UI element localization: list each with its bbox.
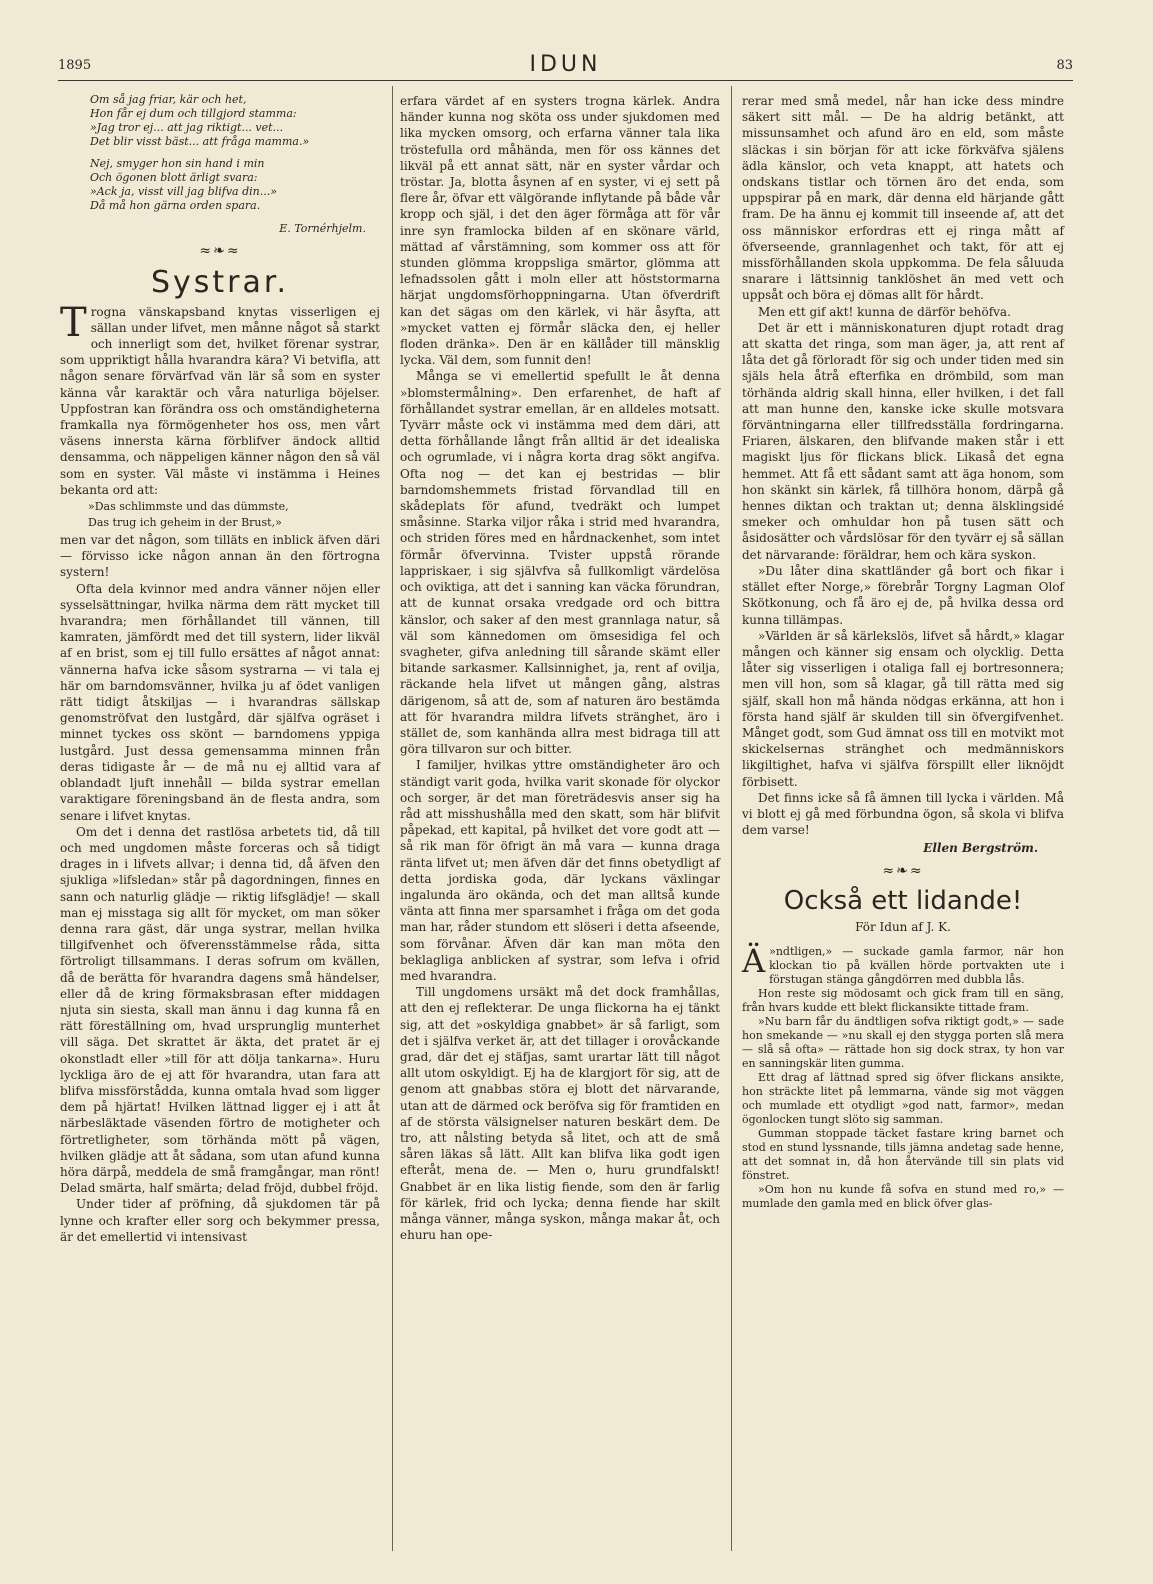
column-divider <box>731 86 732 1551</box>
article-signature: Ellen Bergström. <box>923 841 1038 856</box>
article-paragraph: Trogna vänskapsband knytas visserligen ej sällan under lifvet, men månne något så starkt och innerligt som det, hvilket förenar systrar, som uppriktigt hålla hvarandra kära? Vi betvifla, att någon senare förvärfvad vän lär så som en syster känna vår karaktär och våra naturliga böjelser. Uppfostran kan förändra oss och omständigheterna framkalla nya förmögenheter hos oss, men vårt väsens innersta kärna förblifver ändock alltid densamma, och näppeligen känner någon den så väl som en syster. Väl måste vi instämma i Heines bekanta ord att: <box>60 299 380 497</box>
poem-line: Då må hon gärna orden spara. <box>90 199 261 212</box>
ornament-icon: ≈❧≈ <box>882 862 924 879</box>
poem-line: Och ögonen blott ärligt svara: <box>90 171 258 184</box>
ornament-icon: ≈❧≈ <box>199 243 241 260</box>
column-divider <box>392 86 393 1551</box>
poem <box>90 93 380 213</box>
article-paragraph: Många se vi emellertid spefullt le åt denna »blomstermålning». Den erfarenhet, de haft af förhållandet systrar emellan, är en alldeles motsatt. Tyvärr måste ock vi instämma med dem däri, att detta förhållande långt från alltid är det idealiska och ogrumlade, vi i några korta drag sökt angifva. Ofta nog — det kan ej bestridas — blir barndomshemmets fristad förvandlad till en skådeplats för afund, tvedräkt och lumpet småsinne. Starka viljor råka i strid med hvarandra, och striden föres med en hårdnackenhet, som intet förmår öfvervinna. Tvister uppstå rörande lappriskaer, i sig självfva så fullkomligt värdelösa och oviktiga, att det i sanning kan väcka förundran, att de kunnat orsaka vredgade ord och bittra känslor, och saker af den mest grannlaga natur, så väl som kännedomen om ömsesidiga fel och svagheter, gifva anledning till sårande skämt eller bitande sarkasmer. Kallsinnighet, ja, rent af ovilja, räckande hela lifvet ut mången gång, alstras därigenom, så att de, som af naturen äro bestämda att för hvarandra mildra lifvets stränghet, äro i stället de, som kanhända allra mest bidraga till att göra tillvaron sur och bitter. <box>400 369 720 757</box>
header-page-number: 83 <box>1056 58 1073 73</box>
article-paragraph: Under tider af pröfning, då sjukdomen tär på lynne och krafter eller sorg och bekymmer pressa, är det emellertid vi intensivast <box>60 1197 380 1244</box>
column-1 <box>60 93 380 1245</box>
column-2 <box>400 93 720 1243</box>
header-rule <box>58 80 1073 81</box>
poem-line: Om så jag friar, kär och het, <box>90 93 247 106</box>
article-title: Systrar. <box>150 265 290 301</box>
article-paragraph: Till ungdomens ursäkt må det dock framhållas, att den ej reflekterar. De unga flickorna ha ej tänkt sig, att det »oskyldiga gnabbet» är så farligt, som det i själfva verket är, att det tillager i orovåckande grad, där det ej stäfjas, samt urartar lätt till något allt utom oskyldigt. Ej ha de klargjort för sig, att de genom att gnabbas störa ej blott det närvarande, utan att de därmed ock beröfva sig för framtiden en af de största välsignelser naturen beskärt dem. De tro, att nålsting betyda så litet, och att de små såren läkas så lätt. Allt kan blifva lika godt igen efteråt, mena de. — Men o, huru grundfalskt! Gnabbet är en lika listig fiende, som den är farlig för kärlek, frid och lycka; denna fiende har skilt många vänner, många syskon, många makar åt, och ehuru han ope- <box>400 985 720 1243</box>
article-paragraph: »Du låter dina skattländer gå bort och fikar i stället efter Norge,» förebrår Torgny Lagman Olof Skötkonung, och få äro ej de, på hvilka dessa ord kunna tillämpas. <box>742 563 1064 627</box>
masthead-title: IDUN <box>529 52 602 77</box>
article-paragraph: Men ett gif akt! kunna de därför behöfva. <box>758 304 1011 319</box>
article-paragraph: Det finns icke så få ämnen till lycka i världen. Må vi blott ej gå med förbundna ögon, så skola vi blifva dem varse! <box>742 790 1064 838</box>
poem-stanza <box>90 93 380 149</box>
quote-line: Das trug ich geheim in der Brust,» <box>88 516 282 530</box>
column-3 <box>742 93 1064 1211</box>
article-paragraph: »Nu barn får du ändtligen sofva riktigt godt,» — sade hon smekande — »nu skall ej den stygga porten slå mera — slå så ofta» — rättade hon sig dock strax, ty hon var en sanningskär liten gumma. <box>742 1015 1064 1071</box>
drop-cap: Ä <box>742 942 766 981</box>
article-paragraph: Hon reste sig mödosamt och gick fram till en säng, från hvars kudde ett blekt flickansikte tittade fram. <box>742 987 1064 1015</box>
article-paragraph: Om det i denna det rastlösa arbetets tid, då till och med ungdomen måste forceras och så tidigt drages in i lifvets allvar; i denna tid, då äfven den sjukliga »lifsledan» står på dagordningen, finnes en sann och naturlig glädje — riktig lifsglädje! — skall man ej misstaga sig allt för mycket, om man söker denna rara gäst, där unga systrar, mellan hvilka tillgifvenhet och öfverensstämmelse råda, sitta förtroligt tillsammans. I deras sofrum om kvällen, då de berätta för hvarandra dagens små händelser, eller då de kring förmaksbrasan efter middagen njuta sin siesta, skall man ännu i dag kunna få en rätt föreställning om, hvad ursprunglig munterhet vill säga. Det skrattet är äkta, det pratet är ej okonstladt eller »till för att dölja tankarna». Huru lyckliga äro de ej att för hvarandra, utan fara att blifva missförstådda, kunna omtala hvad som ligger dem på hjärtat! Hvilken lättnad ligger ej i att åt närbesläktade väsenden förtro de motigheter och förtretligheter, som törhända mött på vägen, hvilken glädje att åt sådana, som utan afund kunna höra därpå, meddela de små framgångar, man rönt! Delad smärta, half smärta; delad fröjd, dubbel fröjd. <box>60 824 380 1196</box>
drop-cap: T <box>60 299 87 346</box>
page-header <box>58 52 1073 80</box>
poem-line: Det blir visst bäst... att fråga mamma.» <box>90 135 310 148</box>
article-paragraph: Ett drag af lättnad spred sig öfver flickans ansikte, hon sträckte litet på lemmarna, vände sig mot väggen och mumlade ett otydligt »god natt, farmor», medan ögonlocken tungt slöto sig samman. <box>742 1071 1064 1127</box>
poem-line: Nej, smyger hon sin hand i min <box>90 157 265 170</box>
poem-line: Hon får ej dum och tillgjord stamma: <box>90 107 297 120</box>
article-title: Också ett lidande! <box>783 885 1023 916</box>
article-paragraph: » Ä ndtligen,» — suckade gamla farmor, när hon klockan tio på kvällen hörde portvakten ute i förstugan stänga gångdörren med dubbla lås. <box>742 942 1064 987</box>
article-paragraph: »Världen är så kärlekslös, lifvet så hårdt,» klagar mången och känner sig ensam och olycklig. Detta låter sig visserligen i otaliga fall ej bortresonnera; men vill hon, som så klagar, gå till rätta med sig själf, skall hon må hända nödgas erkänna, att hon i första hand själf är skulden till sin öfvergifvenhet. Månget godt, som Gud ämnat oss till en motvikt mot skickelsernas stränghet och medmänniskors likgiltighet, hafva vi själfva förspillt eller liknöjdt förbisett. <box>742 628 1064 789</box>
article-paragraph: Ofta dela kvinnor med andra vänner nöjen eller sysselsättningar, hvilka närma dem rätt mycket till hvarandra; men förhållandet till vännen, till kamraten, jämfördt med det till systern, lider likväl af en brist, som ej till fullo ersättes af något annat: vännerna hafva icke såsom systrarna — vi tala ej här om barndomsvänner, hvilka ju af ödet vanligen rätt tidigt åtskiljas — i hvarandras sällskap genomströfvat den lustgård, där själfva ogräset i minnet tyckes oss skönt — barndomens yppiga lustgård. Just dessa gemensamma minnen från deras tidigaste år — de må nu ej alltid vara af oblandadt ljuft innehåll — bilda systrar emellan varaktigare föreningsband än de flesta andra, som senare i lifvet knytas. <box>60 581 380 823</box>
poem-line: »Ack ja, visst vill jag blifva din...» <box>90 185 277 198</box>
article-paragraph: I familjer, hvilkas yttre omständigheter äro och ständigt varit goda, hvilka varit skonade för olyckor och sorger, är det man företrädesvis anser sig ha råd att misshushålla med den skatt, som här blifvit påpekad, ett kapital, på hvilket det vore godt att — så rik man för öfrigt än må vara — kunna draga ränta lifvet ut; men äfven där det finns obetydligt af detta jordiska goda, där lyckans växlingar ingalunda äro okända, och det man alltså kunde vänta att finna mer sparsamhet i fråga om det goda man har, råder stundom ett slöseri i detta afseende, som förvånar. Äfven där kan man möta den beklagliga anblicken af systrar, som lefva i ofrid med hvarandra. <box>400 758 720 983</box>
article-paragraph: »Om hon nu kunde få sofva en stund med ro,» — mumlade den gamla med en blick öfver glas- <box>742 1183 1064 1211</box>
article-body <box>742 942 1064 1211</box>
poem-author: E. Tornérhjelm. <box>279 222 366 235</box>
article-paragraph: men var det någon, som tilläts en inblick äfven däri — förvisso icke någon annan än den förtrogna systern! <box>60 533 380 580</box>
quote-line: »Das schlimmste und das dümmste, <box>88 500 289 514</box>
poem-line: »Jag tror ej... att jag riktigt... vet... <box>90 121 284 134</box>
article-paragraph: Gumman stoppade täcket fastare kring barnet och stod en stund lyssnande, tills jämna andetag sade henne, att det somnat in, då hon återvände till sin plats vid fönstret. <box>742 1127 1064 1183</box>
poem-stanza <box>90 157 380 213</box>
article-byline: För Idun af J. K. <box>855 919 951 934</box>
article-paragraph: rerar med små medel, når han icke dess mindre säkert sitt mål. — De ha aldrig betänkt, att missunsamhet och afund äro en eld, som måste släckas i sin början för att icke förkväfva själens ädla känslor, och veta knappt, att hatets och ondskans tistlar och törnen äro det enda, som uppspirar på en mark, där denna eld härjande gått fram. De ha ännu ej kommit till inseende af, att det oss människor erfordras ett ej ringa mått af öfverseende, grannlagenhet och takt, för att ej missförhållanden skola uppkomma. De fela såluuda snarare i lättsinnig tanklöshet än med vett och uppsåt och böra ej dömas allt för hårdt. <box>742 94 1064 303</box>
article-paragraph: Det är ett i människonaturen djupt rotadt drag att skatta det ringa, som man äger, ja, att rent af låta det gå förloradt för sig och under tiden med sin själs hela åtrå efterfika en drömbild, som man törhända aldrig skall hinna, eller hvilken, i det fall att man hunne den, kanske icke skulle motsvara förväntningarna eller tillfredsställa fordringarna. Friaren, älskaren, den blifvande maken står i ett magiskt ljus för flickans blick. Likaså det egna hemmet. Att få ett sådant samt att äga honom, som hon skänkt sin kärlek, få tillhöra honom, därpå gå hennes diktan och traktan ut; denna älsklingsidé smeker och omhuldar hon på tusen sätt och åsidosätter och vårdslösar för den tyvärr ej så sällan det närvarande: föräldrar, hem och kära syskon. <box>742 320 1064 562</box>
header-year: 1895 <box>58 58 92 73</box>
article-paragraph: erfara värdet af en systers trogna kärlek. Andra händer kunna nog sköta oss under sjukdomen med lika mycken omsorg, och erfarna vänner tala lika tröstefulla ord måhända, men för oss kännes det likväl på ett annat sätt, när en syster vårdar och tröstar. Ja, blotta åsynen af en syster, vi ej sett på flere år, öfvar ett välgörande inflytande på både vår kropp och själ, i det den äger förmåga att för vår inre syn framlocka bilden af en skönare värld, mättad af vårstämning, som kommer oss att för stunden glömma kroppsliga smärtor, glömma att lefnadssolen gått i moln eller att höststormarna härjat ungdomsförhoppningarna. Utan öfverdrift kan det sägas om den kärlek, vi här åsyfta, att »mycket vatten ej förmår släcka den, ej heller floden dränka». Den är en källåder till mänsklig lycka. Väl dem, som funnit den! <box>400 94 720 368</box>
